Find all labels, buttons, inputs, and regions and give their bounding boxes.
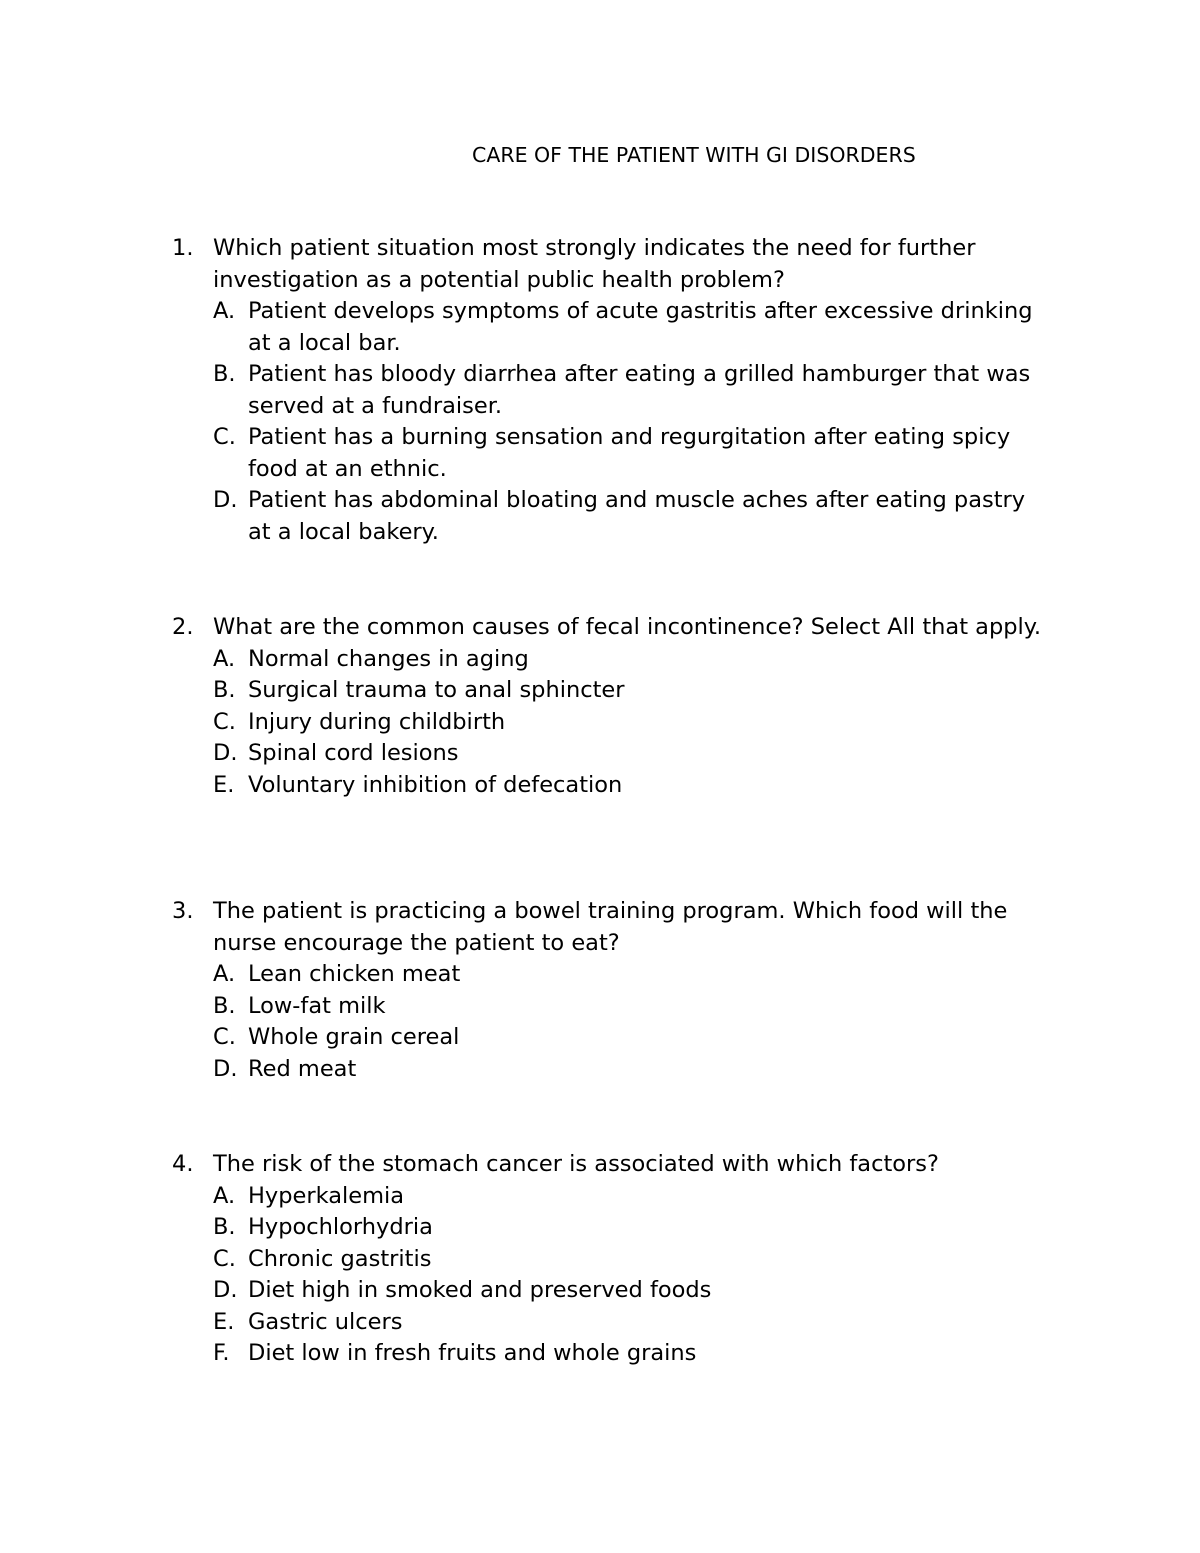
question-1-options bbox=[213, 296, 1072, 548]
question-2-text: What are the common causes of fecal incontinence? Select All that apply. bbox=[213, 614, 1042, 640]
option-letter: D. bbox=[213, 487, 238, 513]
option-letter: C. bbox=[213, 1245, 236, 1272]
question-1-option-a bbox=[213, 296, 1072, 359]
question-4-option-d bbox=[213, 1275, 1072, 1307]
question-3-stem bbox=[172, 896, 1072, 959]
option-letter: E. bbox=[213, 771, 235, 798]
question-1-option-c bbox=[213, 422, 1072, 485]
option-text: Hyperkalemia bbox=[248, 1182, 405, 1209]
question-2-option-e bbox=[213, 770, 1072, 802]
option-letter: A. bbox=[213, 961, 236, 987]
question-3-options bbox=[213, 959, 1072, 1085]
question-2-option-d bbox=[213, 738, 1072, 770]
option-letter: C. bbox=[213, 1024, 236, 1050]
option-letter: F. bbox=[213, 1340, 230, 1366]
question-1-option-d bbox=[213, 485, 1072, 548]
option-text: Diet low in fresh fruits and whole grains bbox=[248, 1340, 697, 1366]
option-letter: B. bbox=[213, 992, 236, 1019]
option-text: Whole grain cereal bbox=[248, 1024, 460, 1050]
option-text: Gastric ulcers bbox=[248, 1308, 403, 1335]
option-text: Patient has bloody diarrhea after eating a grilled hamburger that was served at a fundraiser. bbox=[248, 361, 1031, 419]
question-3-option-a bbox=[213, 959, 1072, 991]
option-text: Surgical trauma to anal sphincter bbox=[248, 677, 625, 703]
option-letter: A. bbox=[213, 298, 236, 324]
question-1-number: 1. bbox=[172, 235, 194, 261]
option-text: Patient has abdominal bloating and muscle aches after eating pastry at a local bakery. bbox=[248, 487, 1026, 545]
option-text: Chronic gastritis bbox=[248, 1245, 432, 1272]
question-4 bbox=[172, 1149, 1072, 1370]
option-text: Lean chicken meat bbox=[248, 961, 461, 987]
question-1-stem bbox=[172, 233, 1072, 296]
option-text: Patient has a burning sensation and regurgitation after eating spicy food at an ethnic. bbox=[248, 424, 1011, 482]
option-letter: C. bbox=[213, 708, 236, 735]
question-2 bbox=[172, 612, 1072, 801]
question-3-option-b bbox=[213, 991, 1072, 1023]
option-letter: B. bbox=[213, 677, 236, 703]
option-letter: D. bbox=[213, 740, 238, 766]
question-3-option-d bbox=[213, 1054, 1072, 1086]
question-4-option-f bbox=[213, 1338, 1072, 1370]
question-4-text: The risk of the stomach cancer is associated with which factors? bbox=[213, 1151, 939, 1177]
question-2-option-a bbox=[213, 644, 1072, 676]
question-4-option-b bbox=[213, 1212, 1072, 1244]
question-4-option-c bbox=[213, 1244, 1072, 1276]
question-2-option-b bbox=[213, 675, 1072, 707]
question-3-option-c bbox=[213, 1022, 1072, 1054]
option-letter: B. bbox=[213, 1214, 236, 1240]
question-2-number: 2. bbox=[172, 614, 194, 640]
question-4-option-a bbox=[213, 1181, 1072, 1213]
option-text: Hypochlorhydria bbox=[248, 1214, 433, 1240]
option-text: Voluntary inhibition of defecation bbox=[248, 771, 623, 798]
question-3 bbox=[172, 896, 1072, 1085]
question-4-options bbox=[213, 1181, 1072, 1370]
document-title: CARE OF THE PATIENT WITH GI DISORDERS bbox=[472, 143, 916, 167]
option-text: Low-fat milk bbox=[248, 992, 386, 1019]
question-4-option-e bbox=[213, 1307, 1072, 1339]
question-1-text: Which patient situation most strongly indicates the need for further investigation as a potential public health problem? bbox=[213, 235, 976, 293]
option-letter: C. bbox=[213, 424, 236, 450]
option-letter: A. bbox=[213, 645, 236, 672]
option-letter: D. bbox=[213, 1277, 238, 1303]
question-4-stem bbox=[172, 1149, 1072, 1181]
question-2-options bbox=[213, 644, 1072, 802]
option-text: Patient develops symptoms of acute gastritis after excessive drinking at a local bar. bbox=[248, 298, 1033, 356]
option-text: Red meat bbox=[248, 1055, 357, 1082]
option-letter: D. bbox=[213, 1055, 238, 1082]
question-2-option-c bbox=[213, 707, 1072, 739]
question-1 bbox=[172, 233, 1072, 548]
question-2-stem bbox=[172, 612, 1072, 644]
option-letter: B. bbox=[213, 361, 236, 387]
option-text: Injury during childbirth bbox=[248, 708, 506, 735]
option-letter: A. bbox=[213, 1182, 236, 1209]
question-3-text: The patient is practicing a bowel training program. Which food will the nurse encourage the patient to eat? bbox=[213, 898, 1008, 956]
question-4-number: 4. bbox=[172, 1151, 194, 1177]
option-text: Diet high in smoked and preserved foods bbox=[248, 1277, 712, 1303]
option-text: Spinal cord lesions bbox=[248, 740, 459, 766]
question-3-number: 3. bbox=[172, 898, 194, 924]
option-letter: E. bbox=[213, 1308, 235, 1335]
option-text: Normal changes in aging bbox=[248, 645, 529, 672]
question-1-option-b bbox=[213, 359, 1072, 422]
